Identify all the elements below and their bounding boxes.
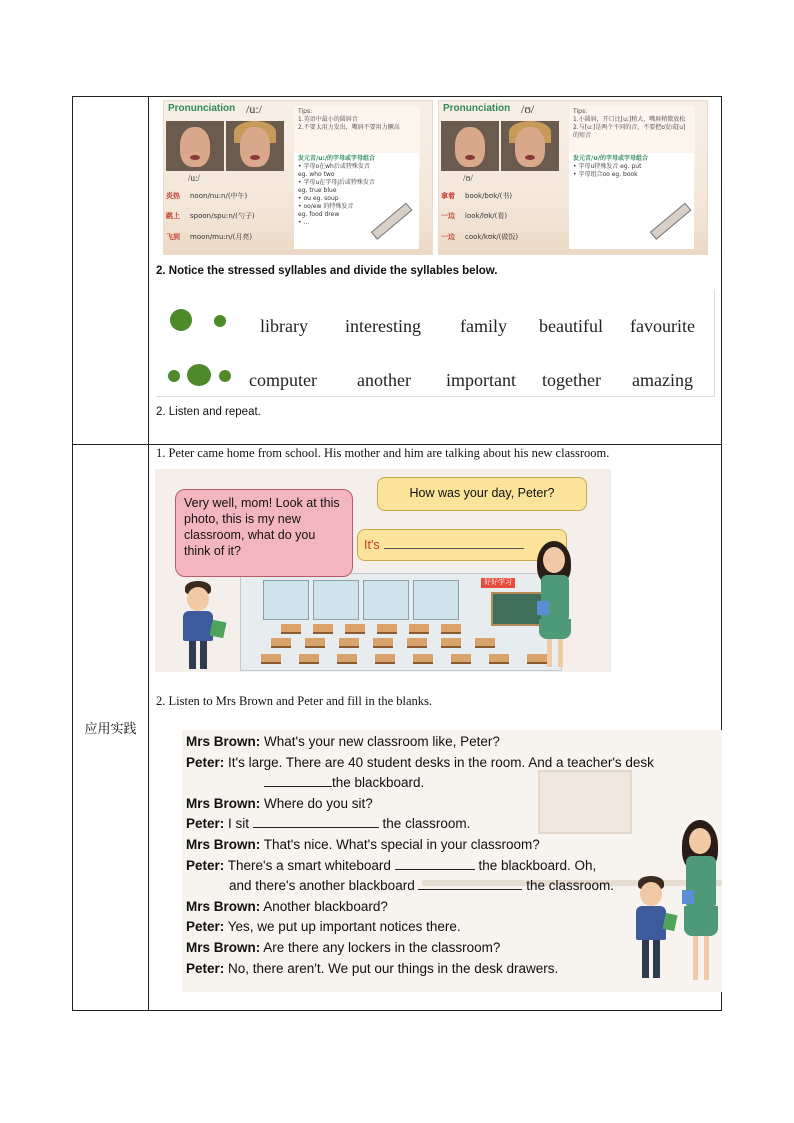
example-word: 拿着 book/bʊk/(书) bbox=[441, 192, 513, 200]
syllable-word: library bbox=[260, 316, 308, 336]
dialogue-line: Peter: Yes, we put up important notices there. bbox=[186, 919, 461, 935]
section-label: 应用实践 bbox=[84, 722, 137, 737]
instruction-listen: 2. Listen and repeat. bbox=[156, 406, 261, 418]
syllable-word: together bbox=[542, 370, 601, 390]
blank-2[interactable] bbox=[253, 815, 379, 828]
column-divider bbox=[148, 97, 149, 1010]
answer-blank[interactable] bbox=[384, 548, 524, 549]
stress-dot-small bbox=[214, 315, 226, 327]
task-2-text: 2. Listen to Mrs Brown and Peter and fill in the blanks. bbox=[156, 694, 433, 708]
blank-4[interactable] bbox=[418, 877, 522, 890]
dialogue-panel bbox=[182, 730, 722, 992]
peter-speech-bubble: Very well, mom! Look at this photo, this is my new classroom, what do you think of it? bbox=[175, 489, 353, 577]
blank-3[interactable] bbox=[395, 857, 475, 870]
dialogue-line: Mrs Brown: Another blackboard? bbox=[186, 898, 388, 914]
syllable-word: another bbox=[357, 370, 411, 390]
syllable-word: family bbox=[460, 316, 507, 336]
syllable-exercise bbox=[156, 290, 715, 397]
blank-1[interactable] bbox=[264, 774, 332, 787]
panel-title: Pronunciation bbox=[168, 103, 236, 114]
classroom-scene bbox=[155, 469, 611, 672]
phonetic-symbol: /ʊ/ bbox=[521, 102, 535, 116]
example-word: 跳上 spoon/spu:n/(勺子) bbox=[166, 212, 255, 220]
video-still-woman bbox=[501, 121, 559, 171]
peter-figure bbox=[630, 876, 670, 986]
syllable-word: amazing bbox=[632, 370, 693, 390]
dialogue-line: Peter: I sit the classroom. bbox=[186, 816, 471, 832]
example-word: 飞到 moon/mu:n/(月亮) bbox=[166, 233, 253, 241]
phonetic-symbol: /u:/ bbox=[246, 102, 263, 116]
stress-dot-small bbox=[219, 370, 231, 382]
video-still-man bbox=[441, 121, 499, 171]
dialogue-line: Peter: It's large. There are 40 student desks in the room. And a teacher's desk bbox=[186, 754, 654, 770]
panel-title: Pronunciation bbox=[443, 103, 511, 114]
task-1-text: 1. Peter came home from school. His mother and him are talking about his new classroom. bbox=[156, 446, 610, 460]
stress-dot-large bbox=[170, 309, 192, 331]
mom-question-bubble: How was your day, Peter? bbox=[377, 477, 587, 511]
dialogue-line: Mrs Brown: That's nice. What's special in your classroom? bbox=[186, 836, 540, 852]
pronunciation-panel-u-long bbox=[163, 100, 433, 255]
syllable-word: beautiful bbox=[539, 316, 603, 336]
example-word: 一边 look/lʊk/(看) bbox=[441, 212, 508, 220]
example-word: 一边 cook/kʊk/(做饭) bbox=[441, 233, 519, 241]
rule-box: 发元音/u:/的字母或字母组合 • 字母o在wh后或特殊发音 eg. who two • 字母u在字母j后或特殊发音 eg. true blue • ou eg. soup • oo/ew 的特殊发音 eg. food drew • ... bbox=[294, 153, 419, 249]
video-still-woman bbox=[226, 121, 284, 171]
dialogue-lines bbox=[186, 732, 654, 979]
dialogue-line: Mrs Brown: Are there any lockers in the classroom? bbox=[186, 939, 501, 955]
stress-dot-large bbox=[187, 364, 211, 386]
dialogue-line: and there's another blackboard the classroom. bbox=[229, 878, 615, 894]
phonetic-symbol-small: /ʊ/ bbox=[463, 173, 473, 183]
example-word: 炎热 noon/nu:n/(中午) bbox=[166, 192, 248, 200]
rule-box: 发元音/ʊ/的字母或字母组合 • 字母u特殊发音 eg. put • 字母组合oo eg. book bbox=[569, 153, 694, 249]
mom-answer-bubble: It's bbox=[357, 529, 567, 561]
mother-figure bbox=[678, 820, 722, 990]
peter-figure bbox=[177, 581, 217, 672]
dialogue-line: the blackboard. bbox=[186, 773, 654, 794]
dialogue-line: Peter: There's a smart whiteboard the blackboard. Oh, bbox=[186, 857, 597, 873]
dialogue-line: Mrs Brown: What's your new classroom like, Peter? bbox=[186, 734, 500, 749]
mother-figure bbox=[533, 541, 577, 671]
tips-box: Tips: 1.英语中最小的圆唇音 2.不要太用力发出，嘴唇不要用力撅高 bbox=[294, 106, 420, 170]
row-divider bbox=[73, 444, 721, 445]
syllable-word: important bbox=[446, 370, 516, 390]
syllable-word: favourite bbox=[630, 316, 695, 336]
video-still-man bbox=[166, 121, 224, 171]
syllable-word: computer bbox=[249, 370, 317, 390]
tips-box: Tips: 1.小圆唇，开口比[u:]稍大，嘴唇稍微放松 2.与[u:]是两个不同的音，不要把ʊ发成[u]的短音 bbox=[569, 106, 695, 170]
dialogue-line: Peter: No, there aren't. We put our things in the desk drawers. bbox=[186, 960, 559, 976]
pronunciation-panel-u-short bbox=[438, 100, 708, 255]
dialogue-line: Mrs Brown: Where do you sit? bbox=[186, 795, 373, 811]
syllable-word: interesting bbox=[345, 316, 421, 336]
board-banner-text: 好好学习 bbox=[484, 578, 512, 586]
stress-dot-small bbox=[168, 370, 180, 382]
classroom-photo bbox=[240, 573, 562, 671]
instruction-stress: 2. Notice the stressed syllables and divide the syllables below. bbox=[156, 265, 498, 277]
phonetic-symbol-small: /u:/ bbox=[188, 173, 201, 183]
